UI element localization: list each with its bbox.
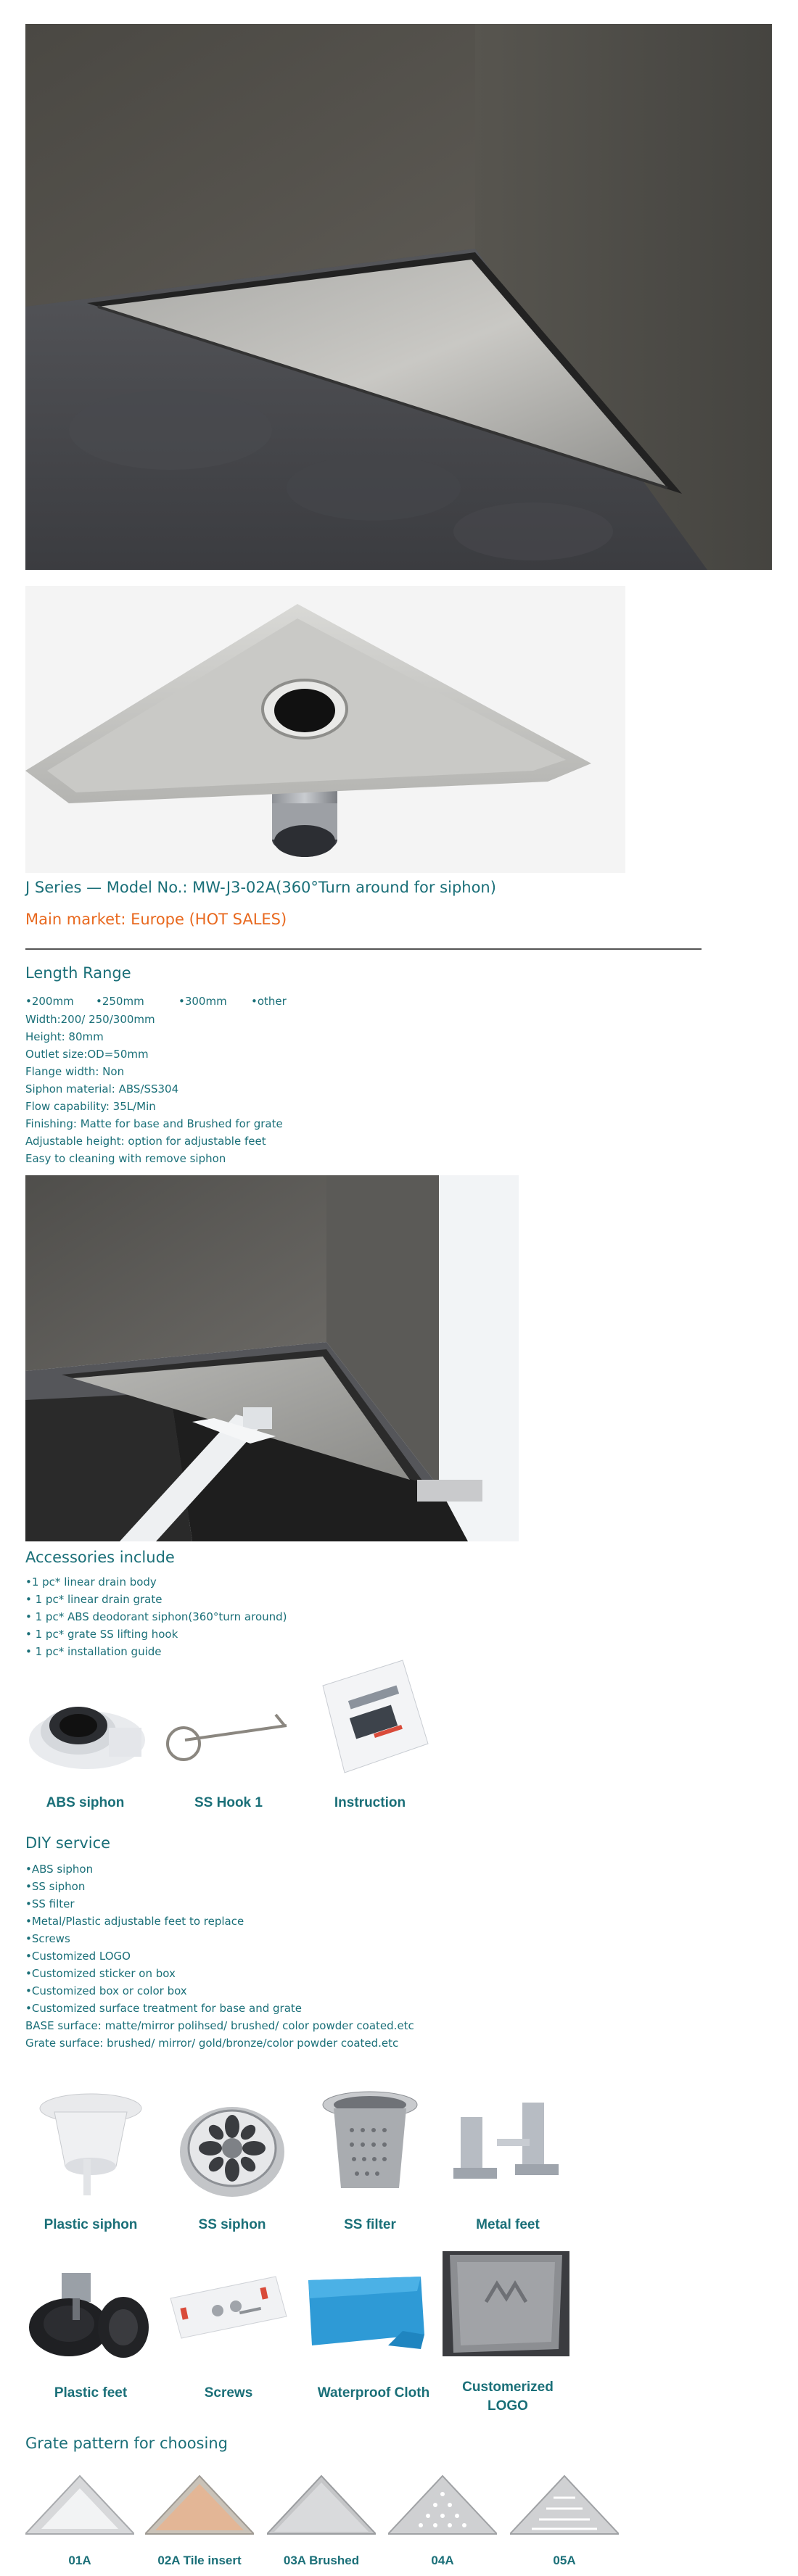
customerized-logo-label: Customerized LOGO	[462, 2380, 554, 2414]
diy-list	[25, 1860, 414, 2052]
plastic-feet-image	[25, 2258, 152, 2367]
accessory-item: • 1 pc* ABS deodorant siphon(360°turn around)	[25, 1610, 287, 1623]
grate-01a-label: 01A	[68, 2554, 91, 2567]
hero-image-product	[25, 586, 625, 873]
ss-hook-label: SS Hook 1	[194, 1795, 263, 1810]
accessories-list	[25, 1573, 287, 1660]
grate-heading: Grate pattern for choosing	[25, 2435, 228, 2452]
abs-siphon-image	[22, 1688, 149, 1775]
diy-item: •Customized surface treatment for base and grate	[25, 2002, 302, 2015]
accessories-heading: Accessories include	[25, 1549, 175, 1566]
grate-02a-label: 02A Tile insert	[157, 2554, 242, 2567]
screws-image	[167, 2266, 290, 2360]
length-option-300: •300mm	[178, 995, 227, 1008]
abs-siphon-label: ABS siphon	[46, 1795, 125, 1810]
metal-feet-image	[446, 2095, 569, 2204]
main-market: Main market: Europe (HOT SALES)	[25, 911, 287, 928]
diy-heading: DIY service	[25, 1834, 111, 1852]
customerized-logo-image	[443, 2251, 569, 2356]
hero-image-installed-drain	[25, 24, 772, 570]
spec-item: Finishing: Matte for base and Brushed for grate	[25, 1117, 283, 1130]
spec-item: Flow capability: 35L/Min	[25, 1100, 156, 1113]
accessory-item: • 1 pc* linear drain grate	[25, 1593, 163, 1606]
plastic-siphon-label: Plastic siphon	[44, 2217, 138, 2232]
model-title: J Series — Model No.: MW-J3-02A(360°Turn around for siphon)	[25, 879, 496, 896]
grate-03a-image	[267, 2472, 376, 2541]
ss-hook-image	[163, 1693, 294, 1773]
diy-item: BASE surface: matte/mirror polihsed/ brushed/ color powder coated.etc	[25, 2019, 414, 2032]
diy-item: •Customized box or color box	[25, 1984, 187, 1997]
ss-filter-image	[312, 2087, 428, 2203]
grate-04a-image	[388, 2472, 497, 2541]
spec-item: Siphon material: ABS/SS304	[25, 1082, 179, 1096]
metal-feet-label: Metal feet	[476, 2217, 540, 2232]
plastic-feet-label: Plastic feet	[54, 2385, 128, 2401]
diy-item: •Customized sticker on box	[25, 1967, 176, 1980]
grate-05a-label: 05A	[553, 2554, 576, 2567]
length-option-200: •200mm	[25, 995, 74, 1008]
accessory-item: •1 pc* linear drain body	[25, 1575, 157, 1589]
diy-item: •SS filter	[25, 1897, 75, 1910]
ss-filter-label: SS filter	[344, 2217, 396, 2232]
instruction-label: Instruction	[334, 1795, 406, 1810]
waterproof-cloth-image	[301, 2266, 428, 2356]
diy-item: •Customized LOGO	[25, 1950, 131, 1963]
grate-02a-image	[145, 2472, 254, 2541]
accessory-item: • 1 pc* grate SS lifting hook	[25, 1628, 178, 1641]
spec-list	[25, 1011, 283, 1167]
diy-item: Grate surface: brushed/ mirror/ gold/bronze/color powder coated.etc	[25, 2037, 399, 2050]
spec-item: Outlet size:OD=50mm	[25, 1048, 149, 1061]
ss-siphon-label: SS siphon	[198, 2217, 266, 2232]
diy-item: •SS siphon	[25, 1880, 86, 1893]
diy-item: •Metal/Plastic adjustable feet to replace	[25, 1915, 244, 1928]
grate-01a-image	[25, 2472, 134, 2541]
spec-item: Easy to cleaning with remove siphon	[25, 1152, 226, 1165]
grate-04a-label: 04A	[431, 2554, 454, 2567]
instruction-image	[308, 1657, 432, 1776]
screws-label: Screws	[204, 2385, 253, 2401]
divider	[25, 948, 702, 950]
length-range-heading: Length Range	[25, 964, 131, 982]
waterproof-cloth-label: Waterproof Cloth	[317, 2385, 430, 2401]
installation-image	[25, 1175, 519, 1541]
spec-item: Height: 80mm	[25, 1030, 104, 1043]
spec-item: Adjustable height: option for adjustable feet	[25, 1135, 266, 1148]
plastic-siphon-image	[33, 2087, 149, 2203]
spec-item: Width:200/ 250/300mm	[25, 1013, 155, 1026]
accessory-item: • 1 pc* installation guide	[25, 1645, 162, 1658]
length-option-other: •other	[251, 995, 287, 1008]
grate-05a-image	[510, 2472, 619, 2541]
length-option-250: •250mm	[96, 995, 144, 1008]
spec-item: Flange width: Non	[25, 1065, 125, 1078]
diy-item: •Screws	[25, 1932, 70, 1945]
grate-03a-label: 03A Brushed	[283, 2554, 360, 2567]
ss-siphon-image	[174, 2087, 290, 2203]
diy-item: •ABS siphon	[25, 1863, 94, 1876]
